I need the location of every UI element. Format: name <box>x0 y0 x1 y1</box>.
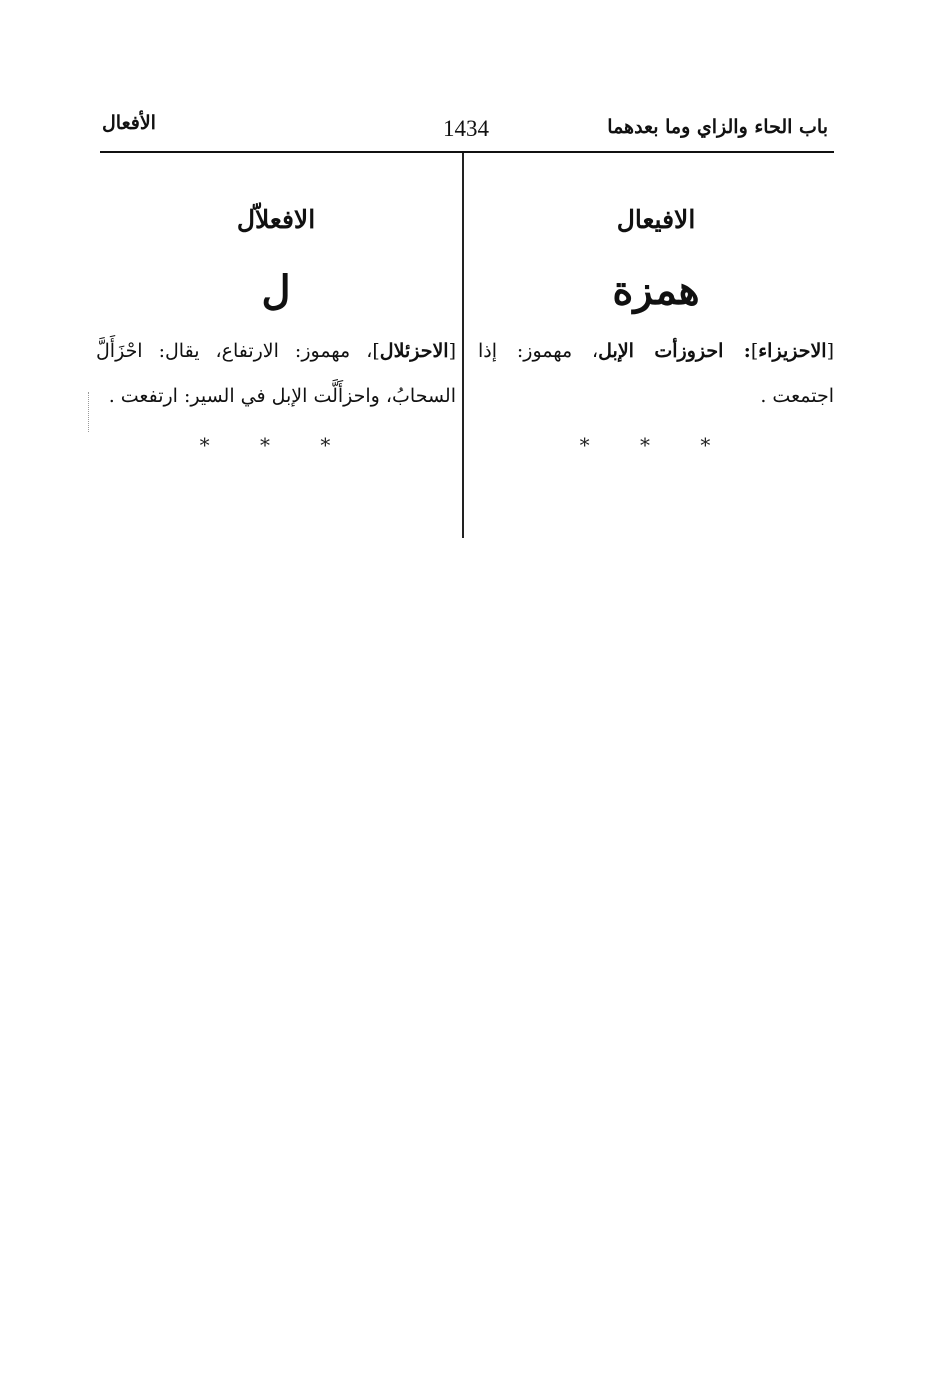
page-number: 1434 <box>443 116 489 141</box>
subsection-heading: همزة <box>612 267 700 314</box>
entry-bold-text: : احزوزأت الإبل <box>598 340 751 362</box>
dictionary-entry <box>478 329 834 419</box>
margin-mark <box>88 392 93 432</box>
subsection-heading: ل <box>261 267 291 314</box>
headword: الاحزيزاء <box>758 340 827 362</box>
running-header <box>100 112 834 152</box>
open-bracket: [ <box>448 340 456 362</box>
right-column <box>478 195 834 457</box>
headword: الاحزئلال <box>379 340 449 362</box>
close-bracket: ] <box>372 340 380 362</box>
column-divider <box>462 153 464 538</box>
entry-text: ، مهموز: الارتفاع، يقال: احْزَأَلَّ السحابُ، واحزأَلَّت الإبل في السير: ارتفعت . <box>96 340 456 407</box>
chapter-title: باب الحاء والزاي وما بعدهما <box>607 116 828 138</box>
dictionary-entry <box>96 329 456 419</box>
section-separator: * * * <box>579 433 733 457</box>
open-bracket: [ <box>826 340 834 362</box>
section-title: الافيعال <box>616 205 696 234</box>
close-bracket: ] <box>750 340 759 362</box>
left-column <box>96 195 456 457</box>
section-title: الافعلاّل <box>236 205 316 234</box>
section-running-title: الأفعال <box>102 112 156 134</box>
section-separator: * * * <box>199 433 353 457</box>
header-rule <box>100 151 834 153</box>
entry-text: ، مهموز: إذا اجتمعت . <box>478 340 834 407</box>
